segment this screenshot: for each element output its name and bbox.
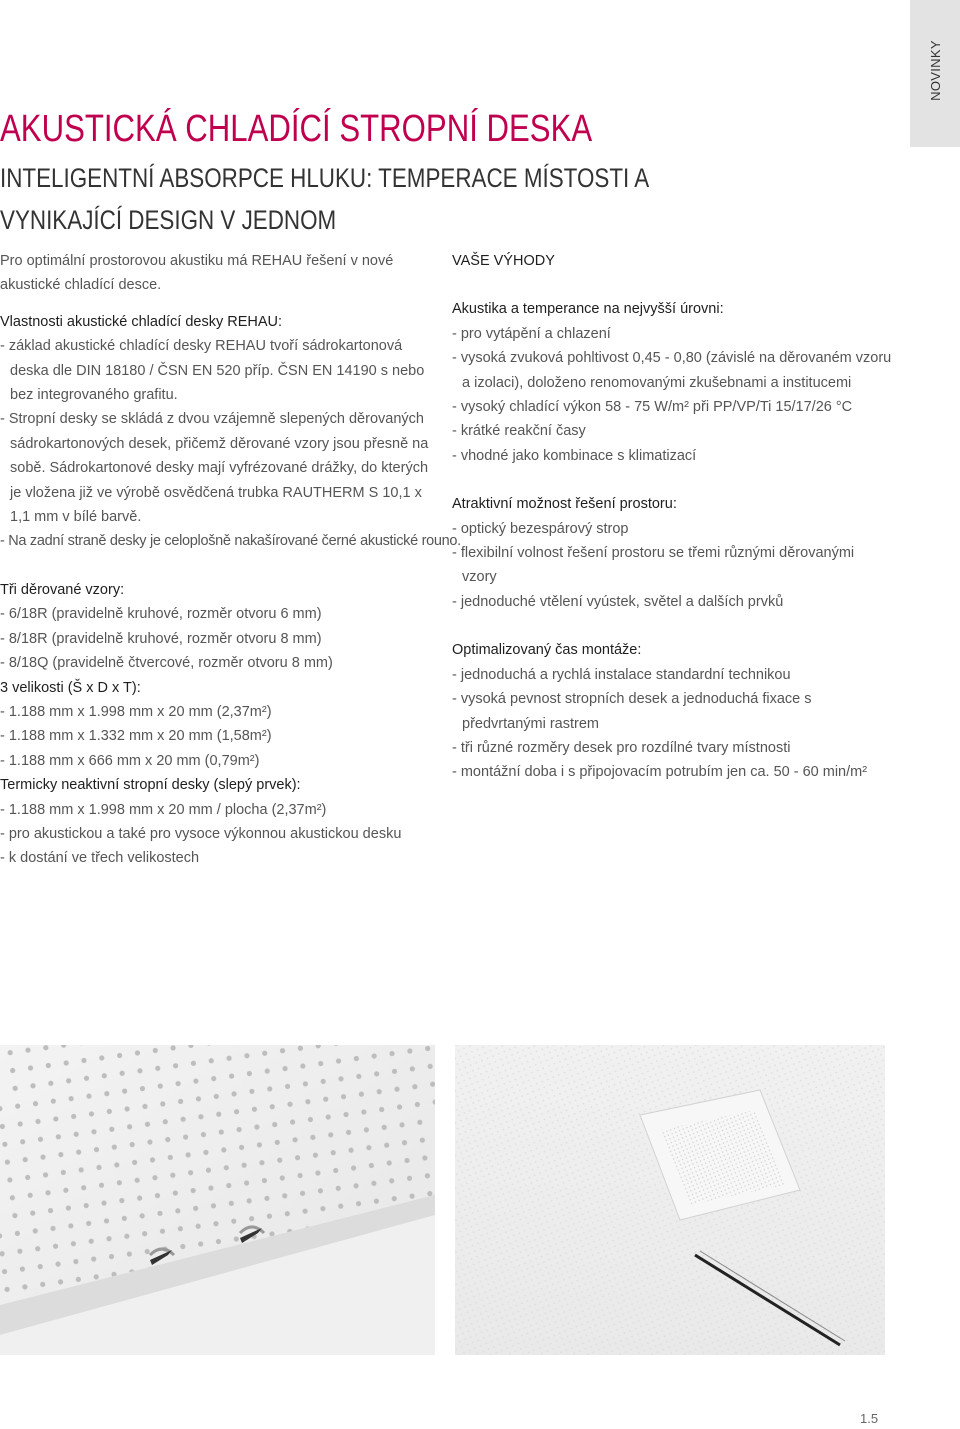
- list-item: - pro akustickou a také pro vysoce výkonnou akustickou desku: [0, 825, 402, 842]
- list-item: - tři různé rozměry desek pro rozdílné tvary místnosti: [452, 739, 791, 756]
- page-subtitle: INTELIGENTNÍ ABSORPCE HLUKU: TEMPERACE MÍSTOSTI A VYNIKAJÍCÍ DESIGN V JEDNOM: [0, 163, 648, 235]
- intro-text: Pro optimální prostorovou akustiku má REHAU řešení v nové akustické chladící desce.: [0, 253, 394, 294]
- ceiling-vent-photo: [455, 1045, 885, 1355]
- list-item: - optický bezespárový strop: [452, 520, 629, 537]
- list-item: - vysoký chladící výkon 58 - 75 W/m² při PP/VP/Ti 15/17/26 °C: [452, 399, 853, 416]
- section-heading: Atraktivní možnost řešení prostoru:: [452, 496, 677, 513]
- inactive-heading: Termicky neaktivní stropní desky (slepý prvek):: [0, 777, 301, 794]
- list-item: - vhodné jako kombinace s klimatizací: [452, 447, 697, 464]
- list-item: - 1.188 mm x 666 mm x 20 mm (0,79m²): [0, 752, 260, 769]
- list-item: - pro vytápění a chlazení: [452, 325, 611, 342]
- list-item: - Stropní desky se skládá z dvou vzájemně slepených děrovaných sádrokartonových desek, přičemž děrované vzory jsou přesně na sobě. Sádrokartonové desky mají vyfrézované drážky, do kterých je vložena již ve výrobě osvědčená trubka RAUTHERM S 10,1 x 1,1 mm v bílé barvě.: [0, 411, 429, 526]
- left-column: [0, 249, 461, 871]
- advantages-heading: VAŠE VÝHODY: [452, 253, 555, 269]
- list-item: - jednoduché vtělení vyústek, světel a dalších prvků: [452, 593, 784, 610]
- list-item: - vysoká pevnost stropních desek a jednoduchá fixace s předvrtanými rastrem: [452, 691, 812, 732]
- properties-heading: Vlastnosti akustické chladící desky REHAU:: [0, 313, 283, 330]
- section-heading: Akustika a temperance na nejvyšší úrovni:: [452, 301, 724, 318]
- perforated-panel-photo: [0, 1045, 435, 1355]
- list-item: - 1.188 mm x 1.998 mm x 20 mm / plocha (2,37m²): [0, 801, 327, 818]
- section-tab-label: NOVINKY: [927, 39, 943, 101]
- page-number: 1.5: [860, 1411, 879, 1426]
- list-item: - flexibilní volnost řešení prostoru se třemi různými děrovanými vzory: [452, 545, 855, 586]
- list-item: - 1.188 mm x 1.998 mm x 20 mm (2,37m²): [0, 703, 272, 720]
- page-title: AKUSTICKÁ CHLADÍCÍ STROPNÍ DESKA: [0, 108, 593, 150]
- patterns-heading: Tři děrované vzory:: [0, 581, 125, 598]
- list-item: - 8/18R (pravidelně kruhové, rozměr otvoru 8 mm): [0, 630, 322, 647]
- list-item: - k dostání ve třech velikostech: [0, 850, 200, 867]
- list-item: - 1.188 mm x 1.332 mm x 20 mm (1,58m²): [0, 728, 272, 745]
- product-photos: [0, 1045, 885, 1355]
- list-item: - montážní doba i s připojovacím potrubím jen ca. 50 - 60 min/m²: [452, 764, 868, 781]
- list-item: - Na zadní straně desky je celoplošně nakašírované černé akustické rouno.: [0, 533, 461, 550]
- sizes-heading: 3 velikosti (Š x D x T):: [0, 679, 141, 696]
- list-item: - krátké reakční časy: [452, 423, 586, 440]
- list-item: - základ akustické chladící desky REHAU tvoří sádrokartonová deska dle DIN 18180 / ČSN EN 520 příp. ČSN EN 14190 s nebo bez integrovaného grafitu.: [0, 338, 425, 404]
- list-item: - jednoduchá a rychlá instalace standardní technikou: [452, 666, 791, 683]
- right-column: [452, 249, 892, 785]
- section-heading: Optimalizovaný čas montáže:: [452, 642, 642, 659]
- list-item: - vysoká zvuková pohltivost 0,45 - 0,80 (závislé na děrovaném vzoru a izolaci), doloženo renomovanými zkušebnami a institucemi: [452, 350, 892, 391]
- list-item: - 8/18Q (pravidelně čtvercové, rozměr otvoru 8 mm): [0, 655, 333, 672]
- list-item: - 6/18R (pravidelně kruhové, rozměr otvoru 6 mm): [0, 606, 322, 623]
